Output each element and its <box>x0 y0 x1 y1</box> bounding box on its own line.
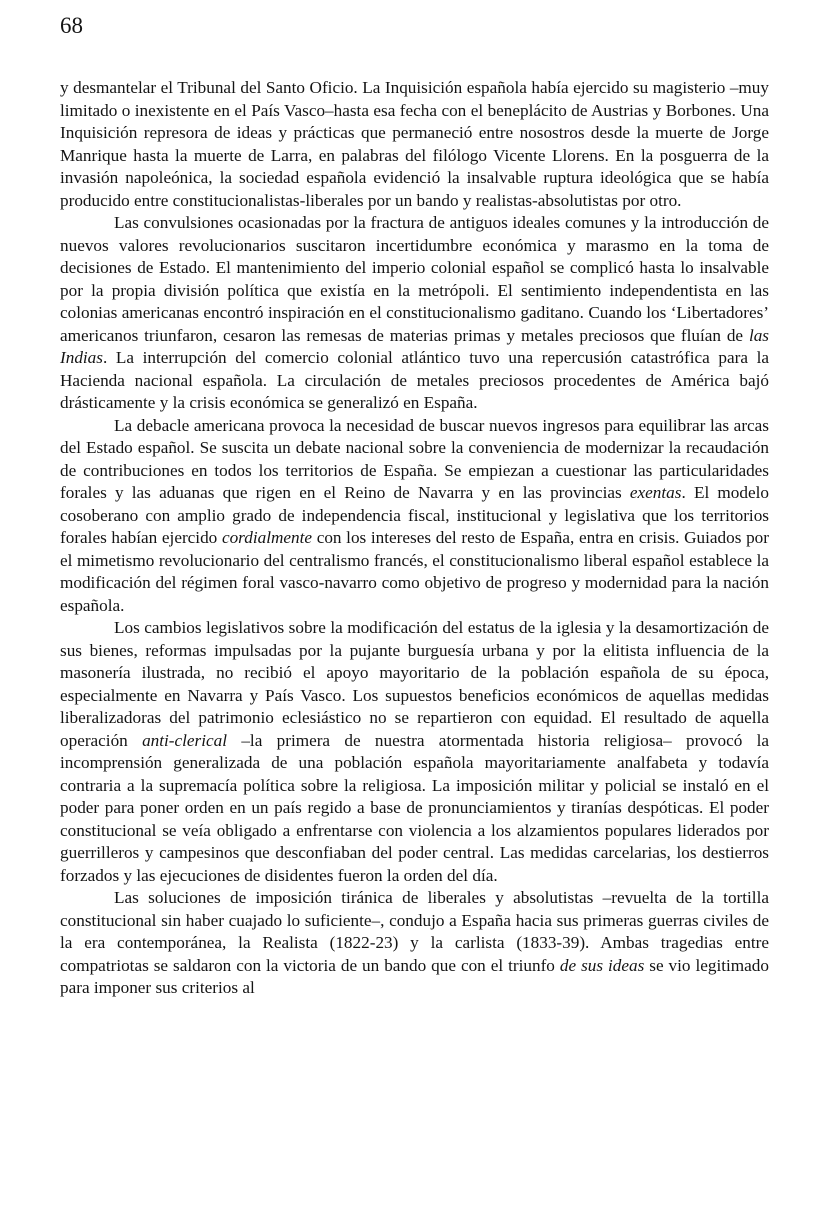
italic-text: exentas <box>629 483 682 502</box>
paragraph <box>60 617 769 887</box>
paragraph <box>60 77 769 212</box>
text-run: se vio legitimado para imponer sus criterios al <box>60 955 769 997</box>
italic-text: de sus ideas <box>559 955 645 975</box>
italic-text: cordialmente <box>221 528 313 547</box>
text-run: . El modelo cosoberano con amplio grado de independencia fiscal, institucional y legislativa que los territorios forales habían ejercido <box>60 483 769 547</box>
text-run: Las convulsiones ocasionadas por la fractura de antiguos ideales comunes y la introducción de nuevos valores revolucionarios suscitaron incertidumbre económica y marasmo en la toma de decisiones de Estado. El mantenimiento del imperio colonial español se complicó hasta lo insalvable por la propia división política que existía en la metrópoli. El sentimiento independentista en las colonias americanas encontró inspiración en el constitucionalismo gaditano. Cuando los ‘Libertadores’ americanos triunfaron, cesaron las remesas de materias primas y metales preciosos que fluían de <box>60 213 769 345</box>
italic-text: las Indias <box>60 325 769 367</box>
text-run: Los cambios legislativos sobre la modificación del estatus de la iglesia y la desamortización de sus bienes, reformas impulsadas por la pujante burguesía urbana y por la elitista influencia de la masonería ilustrada, no recibió el apoyo mayoritario de la población española de su época, especialmente en Navarra y País Vasco. Los supuestos beneficios económicos de aquellas medidas liberalizadoras del patrimonio eclesiástico no se repartieron con equidad. El resultado de aquella operación <box>60 618 769 750</box>
page-number: 68 <box>60 13 83 38</box>
text-run: . La interrupción del comercio colonial atlántico tuvo una repercusión catastrófica para la Hacienda nacional española. La circulación de metales preciosos procedentes de América bajó drásticamente y la crisis económica se generalizó en España. <box>60 348 769 412</box>
text-run: –la primera de nuestra atormentada historia religiosa– provocó la incomprensión generalizada de una población española mayoritariamente analfabeta y todavía contraria a la supremacía política sobre la religiosa. La imposición militar y policial se instaló en el poder para poner orden en un país regido a base de pronunciamientos y tiranías despóticas. El poder constitucional se veía obligado a enfrentarse con violencia a los alzamientos populares liderados por guerrilleros y campesinos que desconfiaban del poder central. Las medidas carcelarias, los destierros forzados y las ejecuciones de disidentes fueron la orden del día. <box>60 730 769 885</box>
paragraph <box>60 415 769 618</box>
body-text <box>60 77 769 1000</box>
paragraph <box>60 212 769 415</box>
text-run: y desmantelar el Tribunal del Santo Oficio. La Inquisición española había ejercido su magisterio –muy limitado o inexistente en el País Vasco–hasta esa fecha con el beneplácito de Austrias y Borbones. Una Inquisición represora de ideas y prácticas que permaneció entre nosostros desde la muerte de Jorge Manrique hasta la muerte de Larra, en palabras del filólogo Vicente Llorens. En la posguerra de la invasión napoleónica, la sociedad española evidenció la insalvable ruptura ideológica que se había producido entre constitucionalistas-liberales por un bando y realistas-absolutistas por otro. <box>60 78 769 210</box>
italic-text: anti-clerical <box>142 730 228 750</box>
text-run: con los intereses del resto de España, entra en crisis. Guiados por el mimetismo revolucionario del centralismo francés, el constitucionalismo liberal español establece la modificación del régimen foral vasco-navarro como objetivo de progreso y modernidad para la nación española. <box>60 528 769 615</box>
paragraph <box>60 887 769 1000</box>
text-run: La debacle americana provoca la necesidad de buscar nuevos ingresos para equilibrar las arcas del Estado español. Se suscita un debate nacional sobre la conveniencia de modernizar la recaudación de contribuciones en todos los territorios de España. Se empiezan a cuestionar las particularidades forales y las aduanas que rigen en el Reino de Navarra y en las provincias <box>60 415 769 502</box>
text-run: Las soluciones de imposición tiránica de liberales y absolutistas –revuelta de la tortilla constitucional sin haber cuajado lo suficiente–, condujo a España hacia sus primeras guerras civiles de la era contemporánea, la Realista (1822-23) y la carlista (1833-39). Ambas tragedias entre compatriotas se saldaron con la victoria de un bando que con el triunfo <box>60 888 769 975</box>
